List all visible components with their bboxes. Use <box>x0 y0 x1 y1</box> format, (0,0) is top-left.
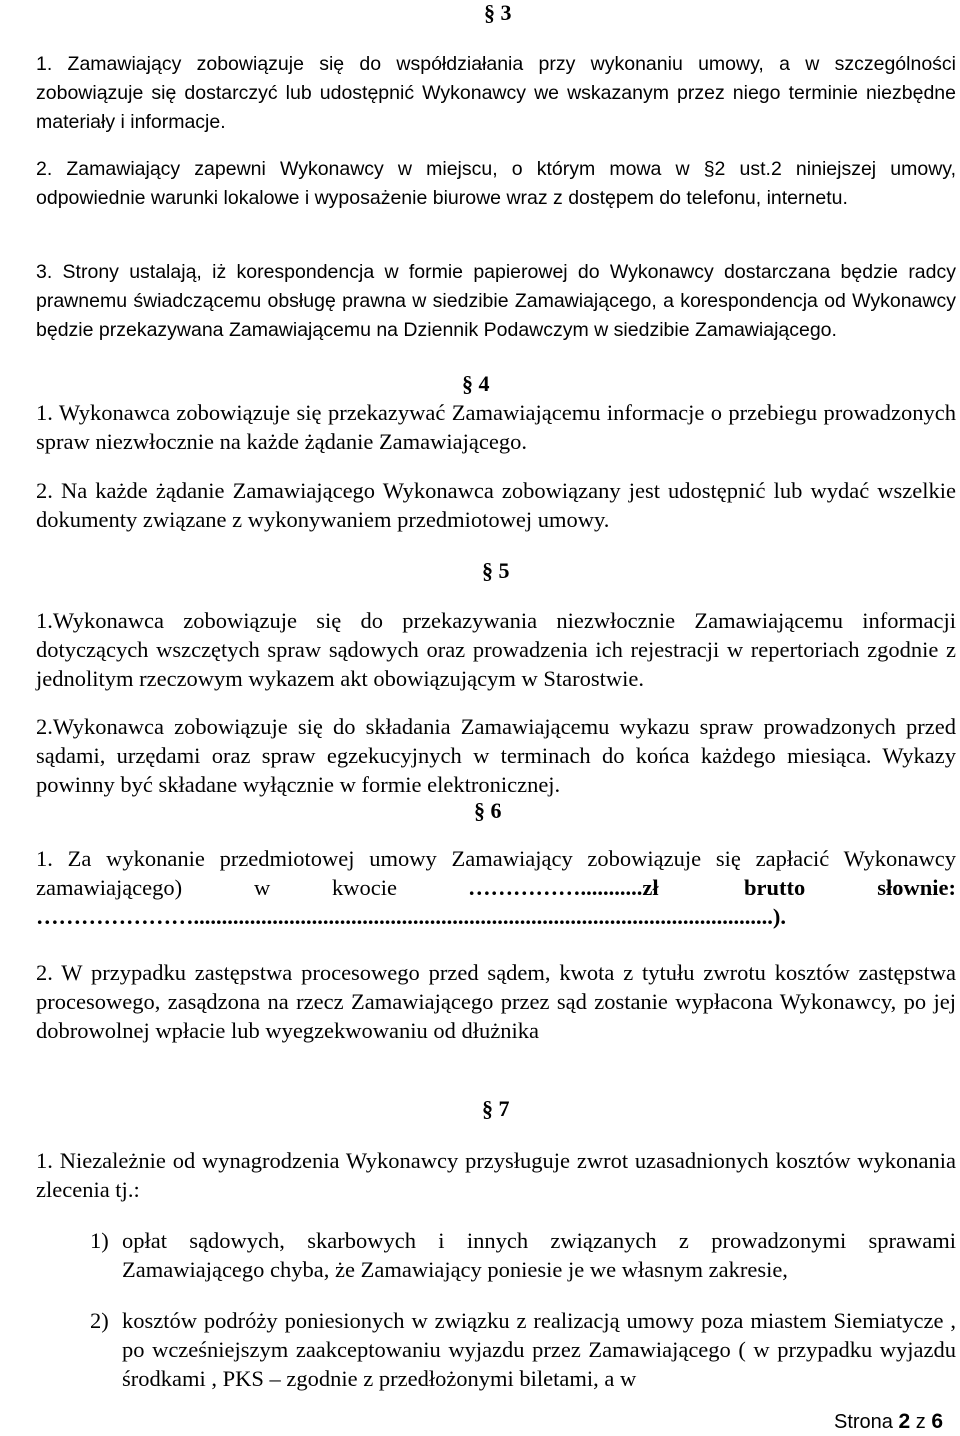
par4-point2: 2. Na każde żądanie Zamawiającego Wykonawca zobowiązany jest udostępnić lub wydać wszelkie dokumenty związane z wykonywaniem przedmiotowej umowy. <box>36 478 956 532</box>
section-heading-5: § 5 <box>482 558 510 583</box>
payment-words-blank: ………………….......................................................................................................). <box>36 904 786 929</box>
section-heading-7: § 7 <box>482 1096 510 1121</box>
par5-point2: 2.Wykonawca zobowiązuje się do składania Zamawiającemu wykazu spraw prowadzonych przed sądami, urzędami oraz spraw egzekucyjnych w terminach do końca każdego miesiąca. Wykazy powinny być składane wyłącznie w formie elektronicznej. <box>36 714 956 797</box>
payment-word-w: w <box>254 875 271 900</box>
payment-amount-blank: ……………...........zł <box>468 875 659 900</box>
par7-point1: 1. Niezależnie od wynagrodzenia Wykonawcy przysługuje zwrot uzasadnionych kosztów wykonania zlecenia tj.: <box>36 1148 956 1202</box>
list-item-text: kosztów podróży poniesionych w związku z realizacją umowy poza miastem Siemiatycze , po wcześniejszym zaakceptowaniu wyjazdu przez Zamawiającego ( w przypadku wyjazdu środkami , PKS – zgodnie z przedłożonymi biletami, a w <box>122 1308 956 1391</box>
par6-point1: 1. Za wykonanie przedmiotowej umowy Zamawiający zobowiązuje się zapłacić Wykonawcy <box>36 846 956 871</box>
par6-point2: 2. W przypadku zastępstwa procesowego przed sądem, kwota z tytułu zwrotu kosztów zastępstwa procesowego, zasądzona na rzecz Zamawiającego przez sąd zostanie wypłacona Wykonawcy, po jej dobrowolnej wpłacie lub wyegzekwowaniu od dłużnika <box>36 960 956 1043</box>
payment-slownie: słownie: <box>877 875 956 900</box>
par5-point1: 1.Wykonawca zobowiązuje się do przekazywania niezwłocznie Zamawiającemu informacji dotyczących wszczętych spraw sądowych oraz prowadzenia ich rejestracji w repertoriach zgodnie z jednolitym rzeczowym wykazem akt obowiązującym w Starostwie. <box>36 608 956 691</box>
par3-point2: 2. Zamawiający zapewni Wykonawcy w miejscu, o którym mowa w §2 ust.2 niniejszej umowy, odpowiednie warunki lokalowe i wyposażenie biurowe wraz z dostępem do telefonu, internetu. <box>36 158 956 209</box>
par4-point1: 1. Wykonawca zobowiązuje się przekazywać Zamawiającemu informacje o przebiegu prowadzonych spraw niezwłocznie na każde żądanie Zamawiającego. <box>36 400 956 454</box>
footer-total-pages: 6 <box>931 1410 943 1433</box>
payment-word-kwocie: kwocie <box>332 875 397 900</box>
footer-label: Strona <box>834 1411 893 1433</box>
list-item-text: opłat sądowych, skarbowych i innych związanych z prowadzonymi sprawami Zamawiającego chyba, że Zamawiający poniesie je we własnym zakresie, <box>122 1228 956 1282</box>
par3-point3: 3. Strony ustalają, iż korespondencja w formie papierowej do Wykonawcy dostarczana będzie radcy prawnemu świadczącemu obsługę prawna w siedzibie Zamawiającego, a korespondencja od Wykonawcy będzie przekazywana Zamawiającemu na Dziennik Podawczym w siedzibie Zamawiającego. <box>36 261 956 341</box>
par3-point1: 1. Zamawiający zobowiązuje się do współdziałania przy wykonaniu umowy, a w szczególności zobowiązuje się dostarczyć lub udostępnić Wykonawcy we wskazanym przez niego terminie niezbędne materiały i informacje. <box>36 53 956 133</box>
page-number-footer <box>834 1410 943 1434</box>
section-heading-3: § 3 <box>484 0 512 25</box>
footer-current-page: 2 <box>898 1410 911 1433</box>
list-item-number: 2) <box>90 1308 109 1333</box>
section-heading-4: § 4 <box>462 371 490 396</box>
list-item-number: 1) <box>90 1228 109 1253</box>
payment-brutto: brutto <box>744 875 806 900</box>
section-heading-6: § 6 <box>474 798 502 823</box>
payment-amount-line <box>36 873 956 931</box>
footer-separator: z <box>915 1411 926 1433</box>
payment-word-zamawiajacego: zamawiającego) <box>36 875 183 900</box>
